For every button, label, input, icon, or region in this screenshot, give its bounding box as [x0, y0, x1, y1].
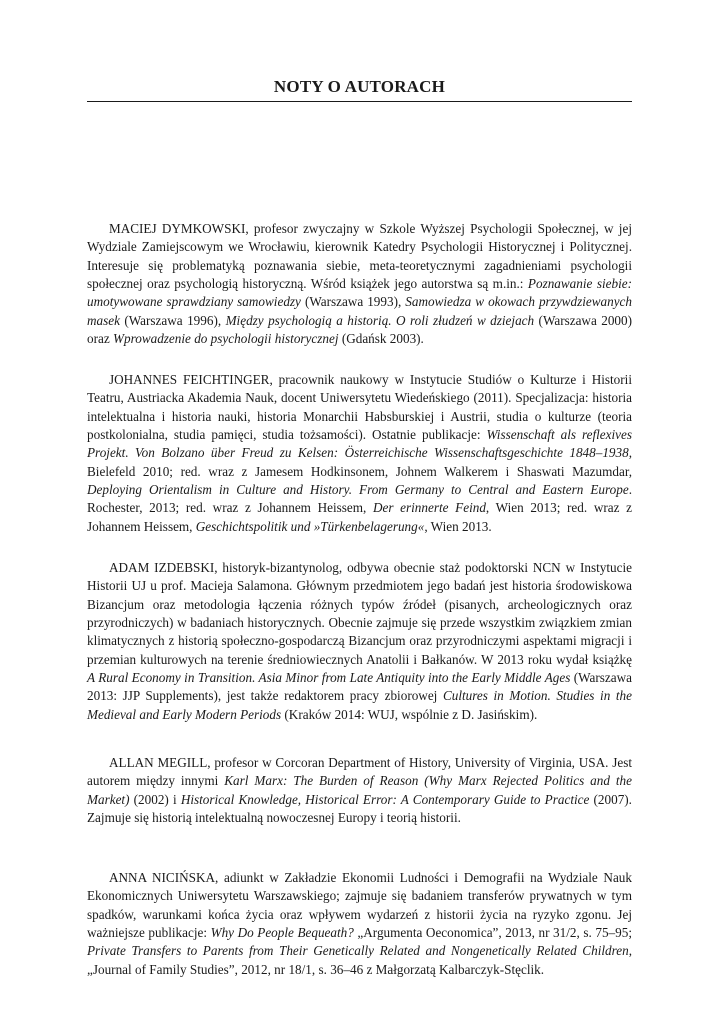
publication-title: Samowiedza w okowach przywdziewanych masek [87, 294, 633, 328]
note-text: (2007). Zajmuje się historią intelektualną nowoczesnej Europy i teorią historii. [87, 791, 632, 826]
note-text: (Warszawa 2000) oraz [87, 312, 632, 346]
note-text: , Bielefeld 2010; red. wraz z Jamesem Hodkinsonem, Johnem Walkerem i Shaswati Mazumdar, [87, 445, 632, 479]
note-text: , „Journal of Family Studies”, 2012, nr 18/1, s. 36–46 z Małgorzatą Kalbarczyk-Stęclik. [87, 943, 632, 977]
author-note-megill [87, 754, 632, 827]
author-note-feichtinger [87, 371, 632, 536]
author-note-dymkowski [87, 220, 632, 348]
publication-title: Private Transfers to Parents from Their Genetically Related and Nongenetically Related Children [87, 943, 629, 959]
publication-title: Cultures in Motion. Studies in the Medieval and Early Modern Periods [87, 688, 632, 722]
publication-title: A Rural Economy in Transition. Asia Minor from Late Antiquity into the Early Middle Ages [87, 669, 571, 685]
publication-title: Karl Marx: The Burden of Reason (Why Marx Rejected Politics and the Market) [87, 773, 633, 807]
publication-title: Why Do People Bequeath? [210, 925, 354, 941]
publication-title: Wissenschaft als reflexives Projekt. Von Bolzano über Freud zu Kelsen: Österreichische Wissenschaftsgeschichte 1848–1938 [87, 427, 633, 461]
author-note-nicinska [87, 869, 632, 979]
note-text: (Warszawa 2013: JJP Supplements), jest także redaktorem pracy zbiorowej [87, 669, 632, 704]
header-divider [87, 101, 632, 102]
note-text: , Wien 2013. [424, 518, 492, 534]
note-text: (Warszawa 1993), [300, 294, 406, 310]
page-title: NOTY O AUTORACH [273, 77, 446, 96]
author-note-izdebski [87, 559, 632, 724]
note-text: . Rochester, 2013; red. wraz z Johannem Heissem, [87, 481, 632, 516]
publication-title: Poznawanie siebie: umotywowane sprawdziany samowiedzy [87, 276, 632, 310]
note-text: (Kraków 2014: WUJ, wspólnie z D. Jasińskim). [281, 706, 538, 722]
publication-title: Historical Knowledge, Historical Error: A Contemporary Guide to Practice [180, 791, 590, 807]
note-text: MACIEJ DYMKOWSKI, profesor zwyczajny w Szkole Wyższej Psychologii Społecznej, w jej Wydziale Zamiejscowym we Wrocławiu, kierownik Katedry Psychologii Historycznej i Politycznej. Interesuje się problematyką poznawania siebie, meta-teoretycznymi zagadnieniami psychologii społecznej oraz psychologią historyczną. Wśród książek jego autorstwa są m.in.: [87, 221, 632, 292]
note-text: ANNA NICIŃSKA, adiunkt w Zakładzie Ekonomii Ludności i Demografii na Wydziale Nauk Ekonomicznych Uniwersytetu Warszawskiego; zajmuje się badaniem transferów prywatnych w tym spadków, warunkami końca życia oraz wpływem wydarzeń z historii życia na ryzyko zgonu. Jej ważniejsze publikacje: [87, 870, 632, 941]
note-text: ADAM IZDEBSKI, historyk-bizantynolog, odbywa obecnie staż podoktorski NCN w Instytucie Historii UJ u prof. Macieja Salamona. Głównym przedmiotem jego badań jest historia środowiskowa Bizancjum oraz metodologia łączenia różnych typów źródeł (pisanych, archeologicznych oraz przyrodniczych) w badaniach historycznych. Obecnie zajmuje się przede wszystkim związkiem zmian klimatycznych z historią społeczno-gospodarczą Bizancjum oraz przyrodniczymi aspektami migracji i przemian kulturowych na terenie średniowiecznych Anatolii i Bałkanów. W 2013 roku wydał książkę [87, 560, 632, 667]
note-text: JOHANNES FEICHTINGER, pracownik naukowy w Instytucie Studiów o Kulturze i Historii Teatru, Austriacka Akademia Nauk, docent Uniwersytetu Wiedeńskiego (2011). Specjalizacja: historia intelektualna i historia nauki, historia Monarchii Habsburskiej i Austrii, studia o kulturze (teoria postkolonialna, studia pamięci, studia tożsamości). Ostatnie publikacje: [87, 372, 632, 443]
publication-title: Der erinnerte Feind [372, 500, 486, 516]
note-text: „Argumenta Oeconomica”, 2013, nr 31/2, s. 75–95; [353, 925, 632, 941]
page-header [87, 76, 632, 98]
note-text: (2002) i [129, 791, 181, 807]
note-text: (Gdańsk 2003). [338, 330, 424, 346]
note-text: , Wien 2013; red. wraz z Johannem Heissem, [87, 500, 632, 534]
publication-title: Wprowadzenie do psychologii historycznej [113, 330, 339, 346]
publication-title: Deploying Orientalism in Culture and History. From Germany to Central and Eastern Europe [87, 481, 629, 497]
publication-title: Geschichtspolitik und »Türkenbelagerung« [195, 518, 425, 534]
note-text: ALLAN MEGILL, profesor w Corcoran Department of History, University of Virginia, USA. Jest autorem między innymi [87, 755, 632, 789]
note-text: (Warszawa 1996), [119, 312, 226, 328]
publication-title: Między psychologią a historią. O roli złudzeń w dziejach [225, 312, 535, 328]
